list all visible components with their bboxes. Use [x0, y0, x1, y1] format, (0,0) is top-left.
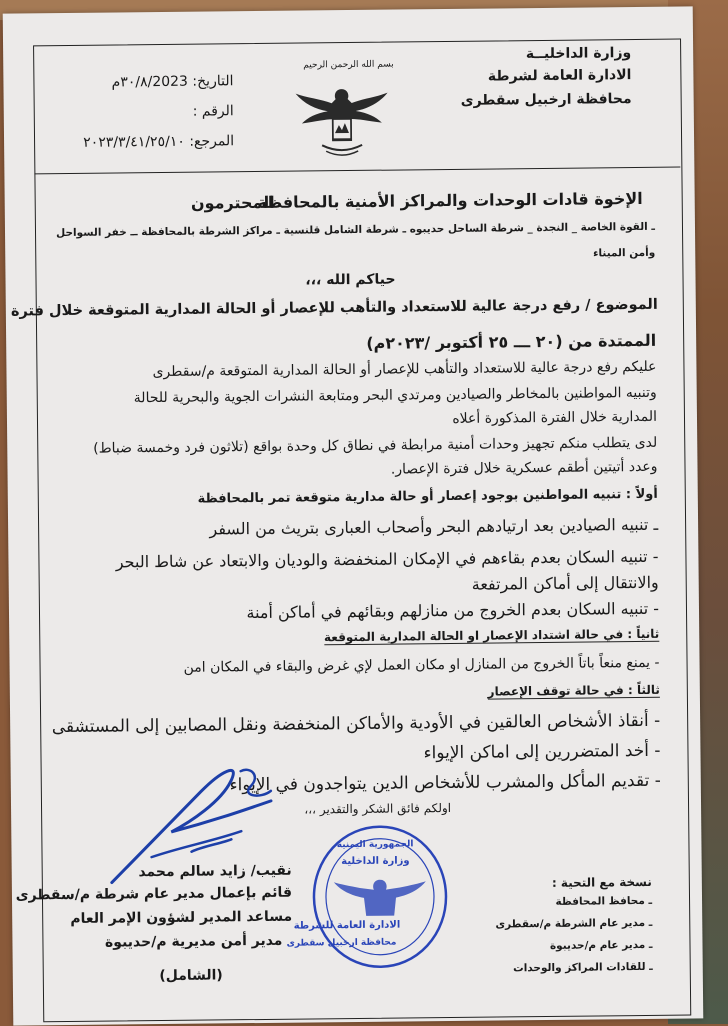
copies-item: ـ مدير عام م/حديبوة [549, 938, 653, 952]
department-name: الادارة العامة لشرطة [487, 67, 632, 85]
closing-line: اولكم فائق الشكر والتقدير ،،، [304, 800, 452, 817]
signatory-name: نقيب/ زايد سالم محمد [138, 862, 292, 881]
section-3-item-3: - تقديم المأكل والمشرب للأشخاص الدين يتواجدون في الإيواء [229, 770, 661, 796]
subject-line-2: الممتدة من (٢٠ ـــ ٢٥ أكتوبر /٢٠٢٣م) [366, 330, 657, 353]
addressee-port: وأمن الميناء [592, 246, 656, 260]
body-paragraph-1-line-3: المدارية خلال الفترة المذكورة أعلاه [452, 408, 658, 427]
section-1-item-2-line-2: والانتقال إلى أماكن المرتفعة [471, 572, 659, 594]
section-3-heading: ثالثاً : في حالة توقف الإعصار [487, 682, 660, 699]
section-2-heading: ثانياً : في حالة اشتداد الإعصار او الحالة المدارية المتوقعة [323, 626, 660, 645]
signatory-title-3: مدير أمن مديرية م/حديبوة [104, 932, 283, 951]
greeting: حياكم الله ،،، [305, 271, 396, 289]
copies-item: ـ مدير عام الشرطة م/سقطرى [495, 916, 653, 931]
section-3-item-2: - أخد المتضررين إلى اماكن الإيواء [423, 740, 661, 764]
stamp-top-text: الجمهورية اليمنية [336, 839, 414, 851]
body-paragraph-1-line-2: وتنبيه المواطنين بالمخاطر والصيادين ومرتدي البحر ومتابعة النشرات الجوية والبحرية للحالة [133, 384, 657, 407]
body-paragraph-1-line-1: عليكم رفع درجة عالية للاستعداد والتأهب للإعصار أو الحالة المدارية المتوقعة م/سقطرى [152, 358, 657, 381]
section-3-item-1: - أنقاذ الأشخاص العالقين في الأودية والأماكن المنخفضة ونقل المصابين إلى المستشقى [51, 710, 661, 738]
basmala: بسم الله الرحمن الرحيم [303, 59, 394, 71]
document-paper [3, 6, 704, 1025]
copies-item: ـ للقادات المراكز والوحدات [513, 960, 653, 975]
section-1-heading: أولاً : تنبيه المواطنين بوجود إعصار أو حالة مدارية متوقعة تمر بالمحافظة [197, 486, 658, 507]
ministry-name: وزارة الداخليــة [525, 45, 632, 63]
governorate-name: محافظة ارخبيل سقطرى [460, 91, 632, 109]
signatory-title-1: قائم بإعمال مدير عام شرطة م/سقطرى [15, 884, 293, 904]
section-1-item-1: ـ تنبيه الصيادين بعد ارتيادهم البحر وأصحاب العبارى بتريث من السفر [209, 514, 659, 539]
subject-line-1: الموضوع / رفع درجة عالية للاستعداد والتأهب للإعصار أو الحالة المدارية المتوقعة خلال فترة [10, 296, 658, 320]
addressee-units: ـ القوة الخاصة _ النجدة _ شرطة الساحل حديبوه ـ شرطة الشامل قلنسية ـ مراكز الشرطة بالمحافظة ــ خفر السواحل [56, 220, 656, 240]
stamp-governorate: محافظة ارخبيل سقطرى [286, 937, 397, 949]
section-1-item-3: - تنبيه السكان بعدم الخروج من منازلهم وبقائهم في أماكن أمنة [246, 598, 660, 623]
respected-label: المحترمون [190, 192, 275, 213]
stamp-bottom-text: الادارة العامة للشرطة [293, 919, 401, 932]
section-2-item-1: - يمنع منعاً باتاً الخروج من المنازل او مكان العمل لإي غرض والبقاء في المكان امن [183, 654, 660, 676]
addressee-line: الإخوة قادات الوحدات والمراكز الأمنية بالمحافظة [257, 188, 643, 212]
stamp-ministry: وزارة الداخلية [341, 855, 410, 868]
reference-field: المرجع: ٢٠٢٣/٣/٤١/٢٥/١٠ [83, 133, 235, 151]
body-paragraph-2-line-2: وعدد أتيتين أطقم عسكرية خلال فترة الإعصار. [390, 458, 658, 478]
number-field: الرقم : [192, 103, 234, 120]
yemen-eagle-emblem-icon [291, 75, 392, 166]
copies-heading: نسخة مع التحية : [551, 874, 652, 890]
copies-item: ـ محافظ المحافظة [555, 894, 653, 908]
date-field: التاريخ: ٣٠/٨/2023م [111, 73, 234, 91]
signatory-title-2: مساعد المدير لشؤون الإمر العام [70, 908, 293, 927]
signatory-title-4: (الشامل) [159, 967, 223, 985]
body-paragraph-2-line-1: لدى يتطلب منكم تجهيز وحدات أمنية مرابطة في نطاق كل وحدة بواقع (تلاثون فرد وخمسة ضباط) [93, 434, 658, 457]
section-1-item-2-line-1: - تنبيه السكان بعدم بقاءهم في الإمكان المنخفضة والوديان والابتعاد عن شاط البحر [115, 546, 659, 572]
